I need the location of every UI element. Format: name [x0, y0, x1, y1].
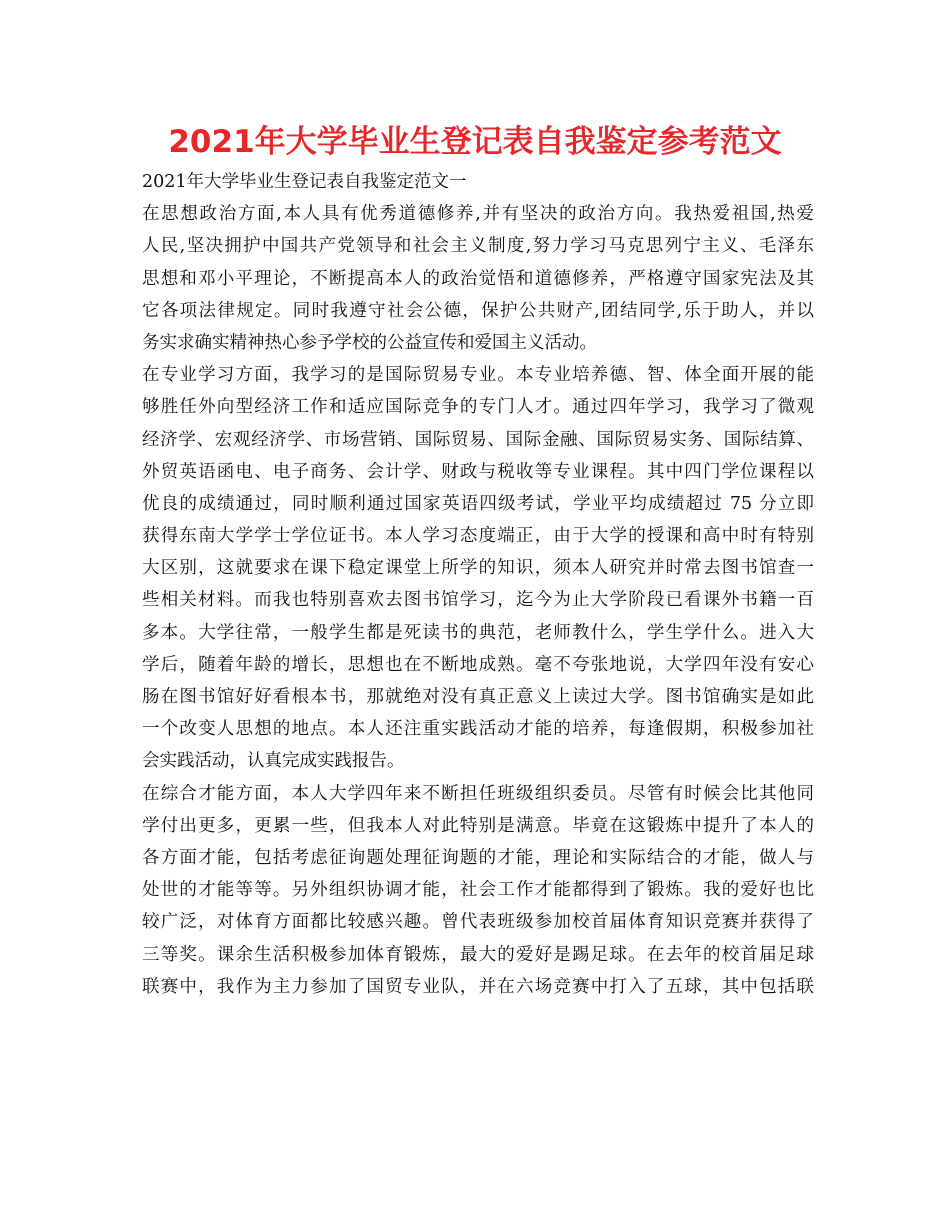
paragraph-line: 一个改变人思想的地点。本人还注重实践活动才能的培养，每逢假期，积极参加社 [142, 719, 814, 740]
paragraph-line: 够胜任外向型经济工作和适应国际竞争的专门人才。通过四年学习，我学习了微观 [142, 397, 814, 418]
paragraph-line: 优良的成绩通过，同时顺利通过国家英语四级考试，学业平均成绩超过 75 分立即 [142, 493, 814, 514]
paragraph-line: 联赛中，我作为主力参加了国贸专业队，并在六场竞赛中打入了五球，其中包括联 [142, 976, 814, 997]
paragraph-line: 大区别，这就要求在课下稳定课堂上所学的知识，须本人研究并时常去图书馆查一 [142, 558, 814, 579]
paragraph-line: 学后，随着年龄的增长，思想也在不断地成熟。毫不夸张地说，大学四年没有安心 [142, 654, 814, 675]
paragraph-line: 些相关材料。而我也特别喜欢去图书馆学习，迄今为止大学阶段已看课外书籍一百 [142, 590, 814, 611]
paragraph-line: 思想和邓小平理论，不断提高本人的政治觉悟和道德修养，严格遵守国家宪法及其 [142, 268, 814, 289]
paragraph-line: 会实践活动，认真完成实践报告。 [142, 751, 405, 772]
paragraph-line: 获得东南大学学士学位证书。本人学习态度端正，由于大学的授课和高中时有特别 [142, 526, 814, 547]
document-title: 2021年大学毕业生登记表自我鉴定参考范文 [168, 124, 782, 160]
paragraph-line: 在综合才能方面，本人大学四年来不断担任班级组织委员。尽管有时候会比其他同 [142, 783, 814, 804]
paragraph-line: 它各项法律规定。同时我遵守社会公德，保护公共财产,团结同学,乐于助人，并以 [142, 300, 814, 321]
document-subtitle: 2021年大学毕业生登记表自我鉴定范文一 [142, 172, 467, 192]
paragraph-line: 多本。大学往常，一般学生都是死读书的典范，老师教什么，学生学什么。进入大 [142, 622, 814, 643]
document-body [142, 166, 814, 1003]
paragraph-line: 学付出更多，更累一些，但我本人对此特别是满意。毕竟在这锻炼中提升了本人的 [142, 815, 814, 836]
paragraph-line: 人民,坚决拥护中国共产党领导和社会主义制度,努力学习马克思列宁主义、毛泽东 [142, 236, 814, 257]
paragraph-line: 较广泛，对体育方面都比较感兴趣。曾代表班级参加校首届体育知识竞赛并获得了 [142, 912, 814, 933]
paragraph-line: 肠在图书馆好好看根本书，那就绝对没有真正意义上读过大学。图书馆确实是如此 [142, 687, 814, 707]
paragraph-line: 各方面才能，包括考虑征询题处理征询题的才能，理论和实际结合的才能，做人与 [142, 847, 814, 868]
paragraph-line: 在专业学习方面，我学习的是国际贸易专业。本专业培养德、智、体全面开展的能 [142, 365, 814, 386]
paragraph-line: 经济学、宏观经济学、市场营销、国际贸易、国际金融、国际贸易实务、国际结算、 [142, 429, 814, 450]
paragraph-line: 务实求确实精神热心参予学校的公益宣传和爱国主义活动。 [142, 332, 597, 353]
paragraph-line: 处世的才能等等。另外组织协调才能，社会工作才能都得到了锻炼。我的爱好也比 [142, 880, 814, 901]
paragraph-line: 在思想政治方面,本人具有优秀道德修养,并有坚决的政治方向。我热爱祖国,热爱 [142, 204, 814, 225]
paragraph-line: 外贸英语函电、电子商务、会计学、财政与税收等专业课程。其中四门学位课程以 [142, 461, 814, 482]
paragraph-line: 三等奖。课余生活积极参加体育锻炼，最大的爱好是踢足球。在去年的校首届足球 [142, 944, 814, 965]
